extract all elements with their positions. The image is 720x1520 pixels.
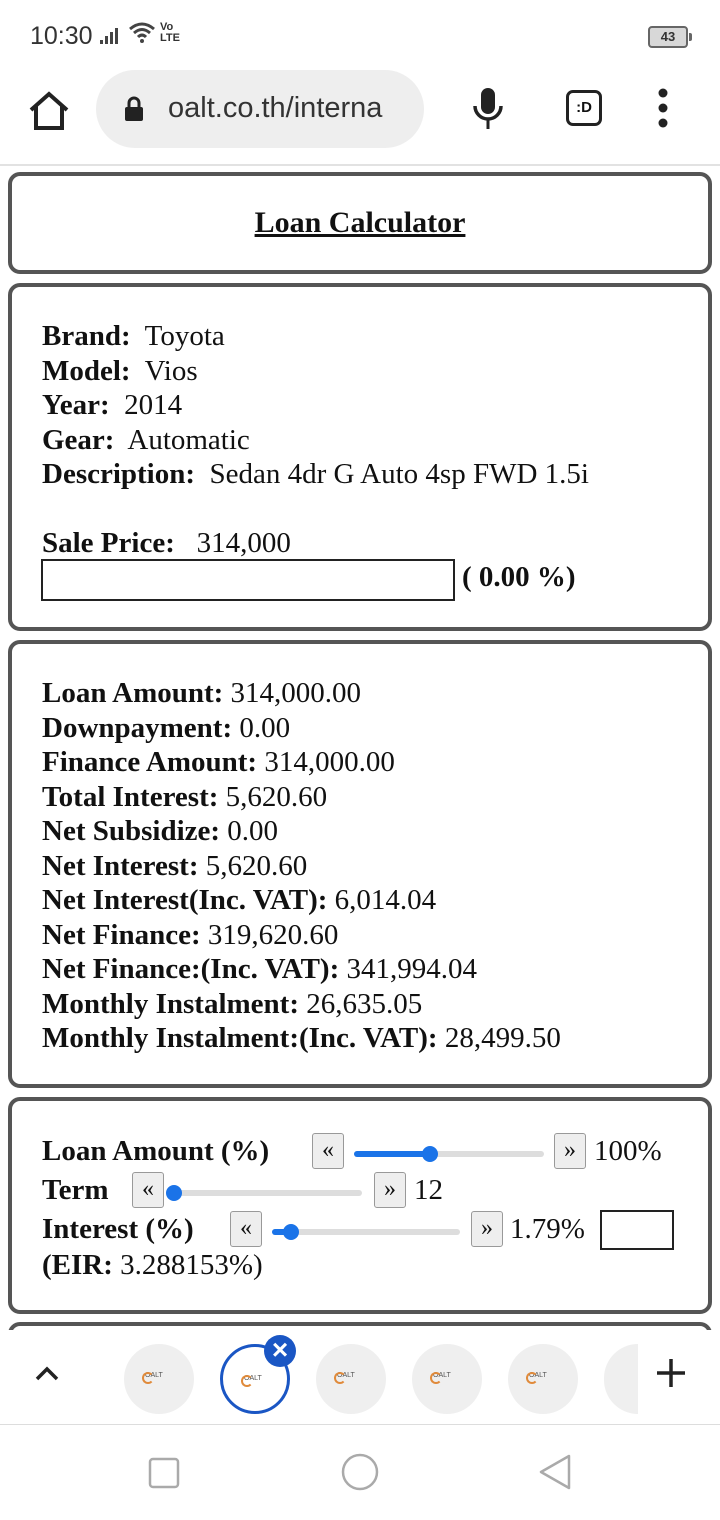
more-menu-icon[interactable] [652,88,674,133]
tab-switcher-button[interactable]: :D [566,90,602,126]
home-nav-icon[interactable] [341,1453,379,1496]
summary-row [42,780,561,815]
gear-row: Gear: Automatic [42,423,250,456]
site-logo-icon: OALT [145,1372,175,1384]
downpayment-input[interactable] [41,559,455,601]
vehicle-details [42,319,589,561]
summary-value: 26,635.05 [306,987,423,1020]
loan-amount-increase-button[interactable]: » [554,1133,586,1169]
summary-row [42,952,561,987]
eir-value: 3.288153%) [120,1249,263,1281]
summary-value: 6,014.04 [334,884,437,916]
tab-thumbnail-partial[interactable] [604,1344,638,1414]
summary-label: Monthly Instalment: [42,987,299,1020]
volte-icon: Vo LTE [160,21,180,44]
interest-decrease-button[interactable]: « [230,1211,262,1247]
summary-label: Net Finance: [42,918,201,951]
summary-label: Monthly Instalment:(Inc. VAT): [42,1022,438,1054]
home-icon[interactable] [24,86,74,136]
summary-label: Net Subsidize: [42,815,221,847]
tab-thumbnail[interactable] [124,1344,194,1414]
battery-icon: 43 [648,26,688,48]
summary-row [42,676,561,711]
interest-label: Interest (%) [42,1213,194,1245]
model-value: Vios [144,354,198,387]
summary-row [42,711,561,746]
loan-amount-slider[interactable] [354,1151,544,1157]
term-label: Term [42,1174,109,1206]
controls-panel [8,1097,712,1314]
gear-value: Automatic [127,423,250,456]
vehicle-panel [8,283,712,631]
summary-value: 314,000.00 [264,746,395,778]
signal-icon [100,26,122,49]
interest-slider[interactable] [272,1229,460,1235]
loan-amount-value: 100% [594,1135,662,1167]
system-nav-bar [0,1425,720,1520]
summary-value: 314,000.00 [230,677,362,709]
summary-value: 0.00 [227,815,279,847]
description-row: Description: Sedan 4dr G Auto 4sp FWD 1.5i [42,458,589,490]
summary-panel [8,640,712,1088]
loan-amount-slider-thumb[interactable] [422,1146,438,1162]
summary-value: 5,620.60 [205,849,308,882]
interest-input[interactable] [600,1210,674,1250]
term-slider-thumb[interactable] [166,1185,182,1201]
sale-price-row: Sale Price: 314,000 [42,527,291,559]
term-decrease-button[interactable]: « [132,1172,164,1208]
loan-amount-label: Loan Amount (%) [42,1135,270,1167]
tab-thumbnail[interactable] [508,1344,578,1414]
summary-label: Loan Amount: [42,677,224,709]
page-title: Loan Calculator [254,206,466,239]
microphone-icon[interactable] [470,86,506,137]
eir-row [42,1249,263,1282]
summary-row [42,849,561,884]
description-value: Sedan 4dr G Auto 4sp FWD 1.5i [209,458,589,490]
summary-row [42,1021,561,1056]
address-bar[interactable] [96,70,424,148]
model-row: Model: Vios [42,354,198,387]
year-row: Year: 2014 [42,389,183,421]
chevron-up-icon[interactable] [34,1364,60,1387]
status-time: 10:30 [30,22,93,50]
site-logo-icon: OALT [244,1375,274,1387]
summary-value: 319,620.60 [207,918,339,951]
summary-value: 5,620.60 [225,780,328,813]
tab-thumbnail[interactable] [412,1344,482,1414]
url-text[interactable]: oalt.co.th/interna [168,92,383,124]
term-value: 12 [414,1174,443,1206]
back-icon[interactable] [538,1453,572,1496]
summary-label: Net Interest: [42,849,199,882]
summary-value: 0.00 [239,711,291,744]
brand-value: Toyota [144,320,225,352]
summary-label: Total Interest: [42,780,219,813]
term-slider[interactable] [174,1190,362,1196]
summary-row [42,918,561,953]
toolbar-divider [0,164,720,166]
status-bar [0,0,720,70]
summary-row [42,745,561,780]
site-logo-icon: OALT [337,1372,367,1384]
loan-amount-decrease-button[interactable]: « [312,1133,344,1169]
term-increase-button[interactable]: » [374,1172,406,1208]
summary-label: Net Finance:(Inc. VAT): [42,953,340,985]
sale-price-value: 314,000 [196,527,291,559]
interest-increase-button[interactable]: » [471,1211,503,1247]
summary-label: Net Interest(Inc. VAT): [42,884,328,916]
lock-icon [124,96,144,127]
interest-slider-thumb[interactable] [283,1224,299,1240]
summary-value: 341,994.04 [346,953,477,985]
year-value: 2014 [124,389,183,421]
interest-value: 1.79% [510,1213,585,1245]
browser-toolbar [0,70,720,164]
summary-row [42,814,561,849]
site-logo-icon: OALT [529,1372,559,1384]
downpayment-percent: ( 0.00 %) [462,561,576,593]
title-panel [8,172,712,274]
summary-value: 28,499.50 [444,1022,561,1054]
summary-label: Downpayment: [42,711,233,744]
wifi-icon [128,22,156,49]
summary-row [42,987,561,1022]
close-tab-icon[interactable]: × [264,1335,296,1367]
eir-label: (EIR: [42,1249,113,1281]
tab-strip [0,1330,720,1424]
summary-list [42,676,561,1056]
brand-row: Brand: Toyota [42,320,225,352]
new-tab-icon[interactable] [654,1356,688,1395]
summary-label: Finance Amount: [42,746,258,778]
summary-row [42,883,561,918]
site-logo-icon: OALT [433,1372,463,1384]
recents-icon[interactable] [148,1457,180,1494]
tab-thumbnail[interactable] [316,1344,386,1414]
